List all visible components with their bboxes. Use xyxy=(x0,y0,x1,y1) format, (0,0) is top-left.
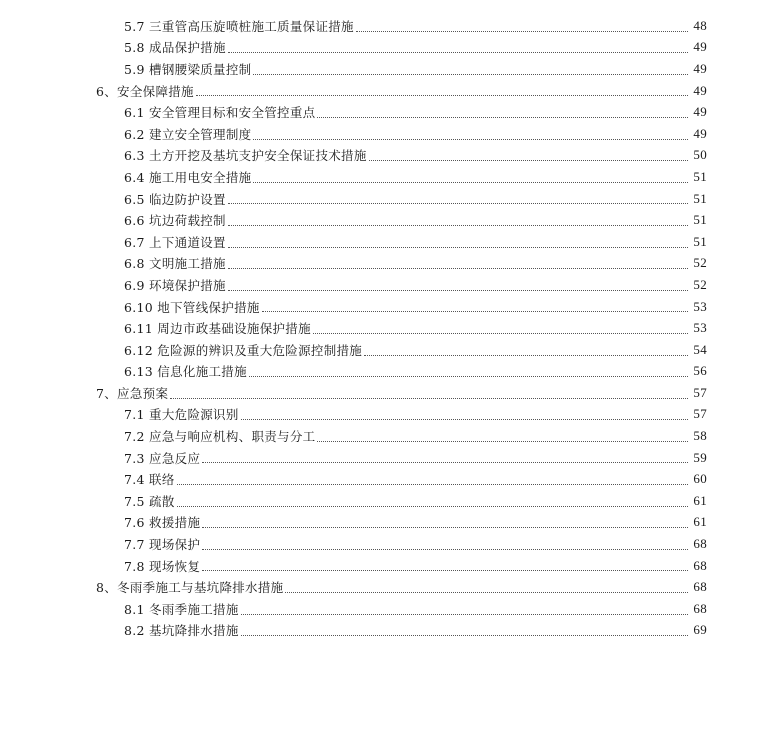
toc-entry-title: 7.6 救援措施 xyxy=(124,515,201,531)
toc-subsection-entry[interactable] xyxy=(0,188,779,210)
toc-dot-leader xyxy=(364,355,688,356)
toc-page-number: 52 xyxy=(693,255,707,271)
toc-page-number: 52 xyxy=(693,276,707,292)
toc-dot-leader xyxy=(313,333,688,334)
toc-subsection-entry[interactable] xyxy=(0,58,779,80)
toc-entry-title: 6.12 危险源的辨识及重大危险源控制措施 xyxy=(124,342,363,358)
toc-subsection-entry[interactable] xyxy=(0,512,779,534)
toc-dot-leader xyxy=(228,225,688,226)
toc-subsection-entry[interactable] xyxy=(0,209,779,231)
toc-page-number: 68 xyxy=(693,579,707,595)
toc-subsection-entry[interactable] xyxy=(0,15,779,37)
toc-page-number: 51 xyxy=(693,233,707,249)
toc-entry-title: 6.4 施工用电安全措施 xyxy=(124,169,252,185)
toc-section-entry[interactable] xyxy=(0,80,779,102)
toc-subsection-entry[interactable] xyxy=(0,598,779,620)
toc-subsection-entry[interactable] xyxy=(0,620,779,642)
toc-subsection-entry[interactable] xyxy=(0,490,779,512)
toc-dot-leader xyxy=(228,290,688,291)
toc-dot-leader xyxy=(202,462,688,463)
toc-subsection-entry[interactable] xyxy=(0,101,779,123)
toc-page-number: 58 xyxy=(693,428,707,444)
toc-entry-title: 8.1 冬雨季施工措施 xyxy=(124,601,239,617)
toc-dot-leader xyxy=(241,635,688,636)
toc-entry-title: 5.8 成品保护措施 xyxy=(124,40,226,56)
toc-page-number: 51 xyxy=(693,168,707,184)
toc-dot-leader xyxy=(253,139,688,140)
toc-page-number: 51 xyxy=(693,212,707,228)
toc-entry-title: 7.1 重大危险源识别 xyxy=(124,407,239,423)
toc-subsection-entry[interactable] xyxy=(0,166,779,188)
toc-subsection-entry[interactable] xyxy=(0,361,779,383)
toc-entry-title: 6.1 安全管理目标和安全管控重点 xyxy=(124,105,316,121)
toc-dot-leader xyxy=(285,592,688,593)
toc-section-entry[interactable] xyxy=(0,382,779,404)
toc-entry-title: 5.7 三重管高压旋喷桩施工质量保证措施 xyxy=(124,18,354,34)
toc-subsection-entry[interactable] xyxy=(0,296,779,318)
toc-subsection-entry[interactable] xyxy=(0,253,779,275)
toc-entry-title: 5.9 槽钢腰梁质量控制 xyxy=(124,61,252,77)
toc-page-number: 50 xyxy=(693,147,707,163)
toc-page-number: 61 xyxy=(693,514,707,530)
toc-dot-leader xyxy=(228,268,688,269)
toc-entry-title: 7.7 现场保护 xyxy=(124,537,201,553)
toc-subsection-entry[interactable] xyxy=(0,145,779,167)
toc-page-number: 49 xyxy=(693,60,707,76)
toc-entry-title: 6.6 坑边荷载控制 xyxy=(124,213,226,229)
toc-dot-leader xyxy=(241,614,688,615)
toc-page-number: 51 xyxy=(693,190,707,206)
toc-subsection-entry[interactable] xyxy=(0,274,779,296)
toc-page-number: 60 xyxy=(693,471,707,487)
toc-page-number: 49 xyxy=(693,125,707,141)
toc-page-number: 59 xyxy=(693,449,707,465)
toc-entry-title: 7.5 疏散 xyxy=(124,493,175,509)
toc-entry-title: 8、冬雨季施工与基坑降排水措施 xyxy=(96,580,284,596)
toc-entry-title: 8.2 基坑降排水措施 xyxy=(124,623,239,639)
toc-page-number: 56 xyxy=(693,363,707,379)
toc-page-number: 53 xyxy=(693,320,707,336)
toc-page-number: 68 xyxy=(693,536,707,552)
toc-entry-title: 6.10 地下管线保护措施 xyxy=(124,299,260,315)
toc-entry-title: 6.9 环境保护措施 xyxy=(124,277,226,293)
toc-dot-leader xyxy=(253,74,688,75)
toc-dot-leader xyxy=(241,419,688,420)
toc-dot-leader xyxy=(317,117,688,118)
toc-dot-leader xyxy=(317,441,688,442)
toc-page-number: 61 xyxy=(693,492,707,508)
toc-subsection-entry[interactable] xyxy=(0,404,779,426)
toc-dot-leader xyxy=(196,95,688,96)
toc-dot-leader xyxy=(262,311,688,312)
toc-subsection-entry[interactable] xyxy=(0,425,779,447)
toc-page-number: 53 xyxy=(693,298,707,314)
toc-page-number: 57 xyxy=(693,406,707,422)
toc-entry-title: 6.5 临边防护设置 xyxy=(124,191,226,207)
table-of-contents xyxy=(0,15,779,641)
toc-dot-leader xyxy=(249,376,688,377)
toc-subsection-entry[interactable] xyxy=(0,555,779,577)
toc-page-number: 48 xyxy=(693,17,707,33)
toc-subsection-entry[interactable] xyxy=(0,317,779,339)
toc-dot-leader xyxy=(177,506,688,507)
toc-page-number: 49 xyxy=(693,104,707,120)
toc-page-number: 68 xyxy=(693,557,707,573)
toc-subsection-entry[interactable] xyxy=(0,123,779,145)
toc-entry-title: 6.11 周边市政基础设施保护措施 xyxy=(124,321,311,337)
toc-page-number: 68 xyxy=(693,600,707,616)
toc-dot-leader xyxy=(228,203,688,204)
toc-dot-leader xyxy=(202,527,688,528)
toc-dot-leader xyxy=(202,570,688,571)
toc-dot-leader xyxy=(202,549,688,550)
toc-page-number: 69 xyxy=(693,622,707,638)
toc-entry-title: 7.2 应急与响应机构、职责与分工 xyxy=(124,429,316,445)
toc-subsection-entry[interactable] xyxy=(0,533,779,555)
toc-entry-title: 7.3 应急反应 xyxy=(124,450,201,466)
toc-dot-leader xyxy=(253,182,688,183)
toc-page-number: 54 xyxy=(693,341,707,357)
toc-subsection-entry[interactable] xyxy=(0,339,779,361)
toc-subsection-entry[interactable] xyxy=(0,468,779,490)
toc-entry-title: 7、应急预案 xyxy=(96,385,169,401)
toc-dot-leader xyxy=(356,31,688,32)
toc-subsection-entry[interactable] xyxy=(0,231,779,253)
toc-subsection-entry[interactable] xyxy=(0,447,779,469)
toc-subsection-entry[interactable] xyxy=(0,37,779,59)
toc-page-number: 49 xyxy=(693,82,707,98)
toc-entry-title: 6.3 土方开挖及基坑支护安全保证技术措施 xyxy=(124,148,367,164)
toc-dot-leader xyxy=(177,484,688,485)
toc-dot-leader xyxy=(228,247,688,248)
toc-page-number: 57 xyxy=(693,384,707,400)
toc-entry-title: 6、安全保障措施 xyxy=(96,83,194,99)
toc-entry-title: 6.2 建立安全管理制度 xyxy=(124,126,252,142)
toc-entry-title: 6.8 文明施工措施 xyxy=(124,256,226,272)
toc-section-entry[interactable] xyxy=(0,576,779,598)
toc-entry-title: 7.8 现场恢复 xyxy=(124,558,201,574)
toc-dot-leader xyxy=(228,52,688,53)
toc-entry-title: 7.4 联络 xyxy=(124,472,175,488)
toc-entry-title: 6.13 信息化施工措施 xyxy=(124,364,247,380)
toc-dot-leader xyxy=(170,398,688,399)
toc-page-number: 49 xyxy=(693,39,707,55)
toc-dot-leader xyxy=(369,160,688,161)
toc-entry-title: 6.7 上下通道设置 xyxy=(124,234,226,250)
